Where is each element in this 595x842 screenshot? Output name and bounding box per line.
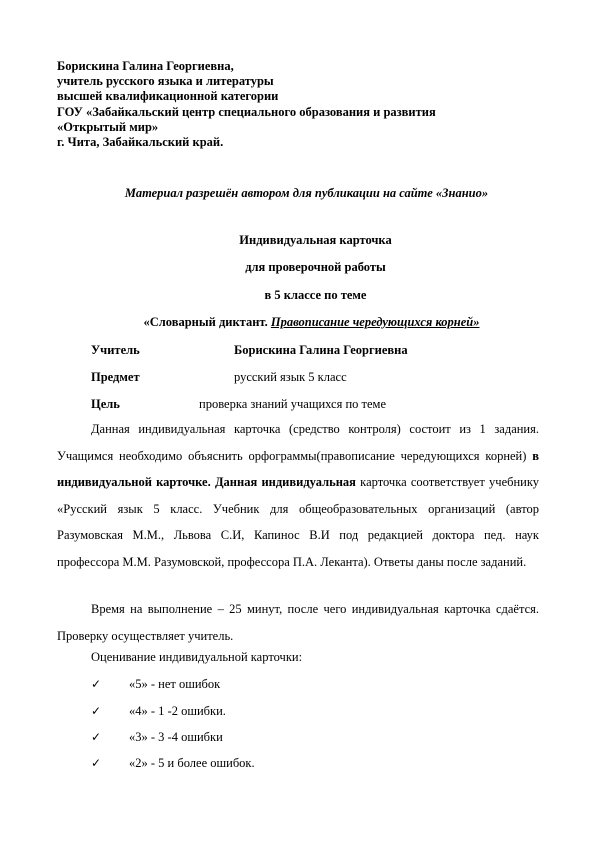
goal-label: Цель bbox=[91, 397, 120, 411]
permission-text: Материал разрешён автором для публикации на сайте «Знанио» bbox=[124, 186, 489, 200]
description-paragraph bbox=[57, 416, 539, 575]
teacher-value: Борискина Галина Георгиевна bbox=[234, 343, 408, 357]
author-line: учитель русского языка и литературы bbox=[57, 74, 274, 89]
card-subtitle: для проверочной работы bbox=[245, 260, 386, 274]
grading-item bbox=[91, 756, 255, 771]
grading-item bbox=[91, 677, 220, 692]
grading-text: «2» - 5 и более ошибок. bbox=[129, 756, 255, 770]
author-line: г. Чита, Забайкальский край. bbox=[57, 135, 224, 150]
teacher-label: Учитель bbox=[91, 343, 140, 357]
author-block bbox=[57, 59, 436, 150]
grading-item bbox=[91, 730, 223, 745]
subject-row bbox=[91, 370, 347, 385]
topic-part-a: «Словарный диктант. bbox=[143, 315, 271, 329]
teacher-row bbox=[91, 343, 408, 358]
grading-text: «4» - 1 -2 ошибки. bbox=[129, 704, 226, 718]
card-topic bbox=[14, 315, 595, 330]
author-line: «Открытый мир» bbox=[57, 119, 159, 134]
grading-text: «3» - 3 -4 ошибки bbox=[129, 730, 223, 744]
description-text-c: карточка соответствует учебнику «Русский язык 5 класс. Учебник для общеобразовательных организаций (автор Разумовская М.М., Львова С.И, Капинос В.И под редакцией доктора пед. наук профессора М.М. Разумовской, профессора П.А. Леканта). Ответы даны после заданий. bbox=[57, 475, 539, 569]
checkmark-icon: ✓ bbox=[91, 704, 102, 718]
time-paragraph: Время на выполнение – 25 минут, после чего индивидуальная карточка сдаётся. Проверку осуществляет учитель. bbox=[57, 602, 539, 643]
permission-notice bbox=[0, 186, 595, 201]
card-title: Индивидуальная карточка bbox=[239, 233, 392, 247]
author-line: ГОУ «Забайкальский центр специального образования и развития bbox=[57, 104, 436, 119]
checkmark-icon: ✓ bbox=[91, 730, 102, 744]
topic-part-b: Правописание чередующихся корней» bbox=[270, 315, 480, 329]
description-text-bold: в индивидуальной карточке. Данная индивидуальная bbox=[57, 448, 539, 489]
author-line: Борискина Галина Георгиевна, bbox=[57, 59, 234, 73]
grading-item bbox=[91, 704, 226, 719]
checkmark-icon: ✓ bbox=[91, 756, 102, 770]
author-line: высшей квалификационной категории bbox=[57, 89, 279, 104]
subject-value: русский язык 5 класс bbox=[234, 370, 347, 384]
goal-value: проверка знаний учащихся по теме bbox=[199, 397, 386, 411]
grading-heading: Оценивание индивидуальной карточки: bbox=[91, 650, 303, 664]
card-grade: в 5 классе по теме bbox=[264, 288, 367, 302]
grading-text: «5» - нет ошибок bbox=[129, 677, 221, 691]
goal-row bbox=[91, 397, 386, 412]
subject-label: Предмет bbox=[91, 370, 140, 384]
description-text-a: Данная индивидуальная карточка (средство контроля) состоит из 1 задания. Учащимся необходимо объяснить орфограммы(правописание чередующихся корней) bbox=[57, 422, 539, 463]
checkmark-icon: ✓ bbox=[91, 677, 102, 691]
